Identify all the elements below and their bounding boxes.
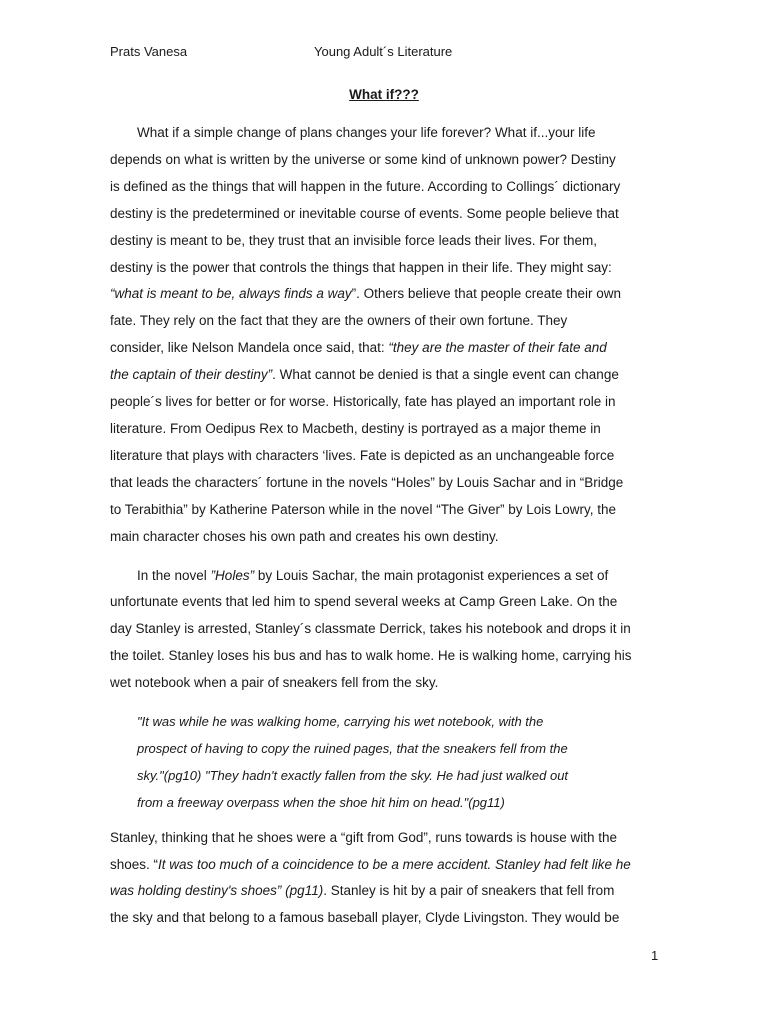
quote-italic: the captain of their destiny” — [110, 367, 273, 383]
paragraph-holes — [110, 563, 658, 698]
text-line: destiny is the power that controls the things that happen in their life. They might say: — [110, 259, 612, 275]
text-line — [110, 281, 658, 308]
text-run: by Louis Sachar, the main protagonist experiences a set of — [254, 567, 609, 583]
text-line: fate. They rely on the fact that they are the owners of their own fortune. They — [110, 313, 568, 329]
text-run: shoes. “ — [110, 856, 159, 872]
text-run: consider, like Nelson Mandela once said, that: — [110, 340, 389, 356]
text-line: destiny is meant to be, they trust that an invisible force leads their lives. For them, — [110, 232, 597, 248]
text-line: the toilet. Stanley loses his bus and has to walk home. He is walking home, carrying his — [110, 648, 632, 664]
header-course: Young Adult´s Literature — [314, 44, 453, 59]
block-quote — [137, 709, 658, 817]
text-line — [110, 852, 658, 879]
text-line: wet notebook when a pair of sneakers fell from the sky. — [110, 675, 439, 691]
text-run: In the novel — [137, 567, 211, 583]
text-line: Stanley, thinking that he shoes were a “gift from God”, runs towards is house with the — [110, 829, 618, 845]
paragraph-stanley — [110, 825, 658, 933]
page-number: 1 — [651, 948, 659, 963]
text-line: literature. From Oedipus Rex to Macbeth, destiny is portrayed as a major theme in — [110, 420, 601, 436]
title-italic: ”Holes” — [210, 567, 255, 583]
text-line: depends on what is written by the universe or some kind of unknown power? Destiny — [110, 151, 616, 167]
text-line: destiny is the predetermined or inevitable course of events. Some people believe that — [110, 205, 619, 221]
text-line: literature that plays with characters ‘lives. Fate is depicted as an unchangeable force — [110, 447, 615, 463]
text-line: unfortunate events that led him to spend several weeks at Camp Green Lake. On the — [110, 594, 618, 610]
text-line: day Stanley is arrested, Stanley´s classmate Derrick, takes his notebook and drops it in — [110, 621, 631, 637]
quote-line: prospect of having to copy the ruined pages, that the sneakers fell from the — [137, 740, 568, 756]
paragraph-intro — [110, 120, 658, 551]
document-title: What if??? — [349, 87, 419, 102]
text-line — [110, 362, 658, 389]
text-run: . Stanley is hit by a pair of sneakers that fell from — [323, 883, 615, 899]
quote-line: "It was while he was walking home, carrying his wet notebook, with the — [137, 714, 544, 730]
text-run: . What cannot be denied is that a single event can change — [272, 367, 619, 383]
text-run: ”. Others believe that people create their own — [351, 286, 622, 302]
text-line — [110, 335, 658, 362]
text-line — [110, 878, 658, 905]
text-line: is defined as the things that will happen in the future. According to Collings´ dictionary — [110, 178, 621, 194]
text-line: people´s lives for better or for worse. Historically, fate has played an important role in — [110, 394, 616, 410]
quote-italic: It was too much of a coincidence to be a mere accident. Stanley had felt like he — [158, 856, 631, 872]
quote-italic: “they are the master of their fate and — [388, 340, 607, 356]
text-line: the sky and that belong to a famous baseball player, Clyde Livingston. They would be — [110, 910, 620, 926]
text-line — [110, 563, 658, 590]
text-line: that leads the characters´ fortune in the novels “Holes” by Louis Sachar and in “Bridge — [110, 474, 624, 490]
quote-italic: was holding destiny's shoes” (pg11) — [110, 883, 324, 899]
text-line: main character choses his own path and creates his own destiny. — [110, 528, 499, 544]
quote-italic: “what is meant to be, always finds a way — [110, 286, 352, 302]
text-line: What if a simple change of plans changes your life forever? What if...your life — [137, 125, 596, 140]
quote-line: sky."(pg10) "They hadn't exactly fallen from the sky. He had just walked out — [137, 767, 569, 783]
text-line: to Terabithia” by Katherine Paterson while in the novel “The Giver” by Lois Lowry, the — [110, 501, 617, 517]
header-author: Prats Vanesa — [110, 44, 188, 59]
quote-line: from a freeway overpass when the shoe hit him on head."(pg11) — [137, 794, 505, 810]
document-body — [110, 120, 658, 932]
